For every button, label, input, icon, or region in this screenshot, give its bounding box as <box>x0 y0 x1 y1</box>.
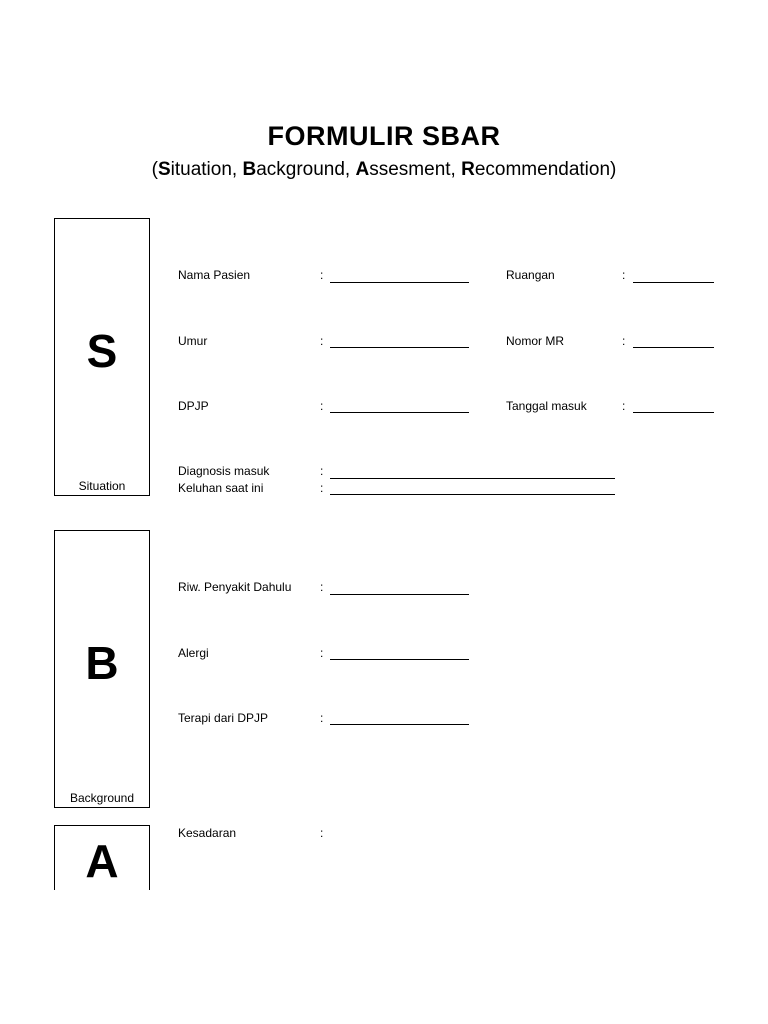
nama-pasien-label: Nama Pasien <box>178 268 251 282</box>
background-caption: Background <box>69 791 135 805</box>
dpjp-label: DPJP <box>178 399 209 413</box>
diagnosis-masuk-colon: : <box>320 464 324 478</box>
background-box <box>54 530 150 808</box>
tanggal-masuk-colon: : <box>622 399 626 413</box>
riw-penyakit-dahulu-field[interactable] <box>330 594 469 595</box>
umur-field[interactable] <box>330 347 469 348</box>
riw-penyakit-dahulu-label: Riw. Penyakit Dahulu <box>178 580 292 594</box>
subtitle-a-rest: ssesment, <box>369 159 462 180</box>
ruangan-label: Ruangan <box>506 268 555 282</box>
assessment-box <box>54 825 150 890</box>
diagnosis-masuk-label: Diagnosis masuk <box>178 464 270 478</box>
dpjp-colon: : <box>320 399 324 413</box>
diagnosis-masuk-field[interactable] <box>330 478 615 479</box>
subtitle-b-initial: B <box>242 159 257 180</box>
situation-letter: S <box>86 325 118 377</box>
subtitle-open: ( <box>151 159 158 180</box>
situation-box <box>54 218 150 496</box>
ruangan-colon: : <box>622 268 626 282</box>
form-subtitle <box>0 159 768 181</box>
keluhan-saat-ini-label: Keluhan saat ini <box>178 481 264 495</box>
riw-penyakit-dahulu-colon: : <box>320 580 324 594</box>
umur-label: Umur <box>178 334 208 348</box>
subtitle-r-initial: R <box>461 159 475 180</box>
nama-pasien-colon: : <box>320 268 324 282</box>
kesadaran-colon: : <box>320 826 324 840</box>
background-letter: B <box>85 637 119 689</box>
ruangan-field[interactable] <box>633 282 714 283</box>
tanggal-masuk-label: Tanggal masuk <box>506 399 587 413</box>
terapi-dari-dpjp-colon: : <box>320 711 324 725</box>
nama-pasien-field[interactable] <box>330 282 469 283</box>
form-title: FORMULIR SBAR <box>267 121 501 151</box>
terapi-dari-dpjp-label: Terapi dari DPJP <box>178 711 269 725</box>
subtitle-r-rest: ecommendation) <box>474 159 617 180</box>
nomor-mr-label: Nomor MR <box>506 334 565 348</box>
alergi-colon: : <box>320 646 324 660</box>
umur-colon: : <box>320 334 324 348</box>
subtitle-b-rest: ackground, <box>256 159 356 180</box>
kesadaran-label: Kesadaran <box>178 826 237 840</box>
keluhan-saat-ini-colon: : <box>320 481 324 495</box>
assessment-letter: A <box>85 835 119 887</box>
terapi-dari-dpjp-field[interactable] <box>330 724 469 725</box>
alergi-field[interactable] <box>330 659 469 660</box>
tanggal-masuk-field[interactable] <box>633 412 714 413</box>
nomor-mr-colon: : <box>622 334 626 348</box>
dpjp-field[interactable] <box>330 412 469 413</box>
subtitle-s-rest: ituation, <box>170 159 243 180</box>
alergi-label: Alergi <box>178 646 209 660</box>
subtitle-a-initial: A <box>355 159 370 180</box>
subtitle-s-initial: S <box>157 159 171 180</box>
situation-caption: Situation <box>78 479 126 493</box>
nomor-mr-field[interactable] <box>633 347 714 348</box>
keluhan-saat-ini-field[interactable] <box>330 494 615 495</box>
